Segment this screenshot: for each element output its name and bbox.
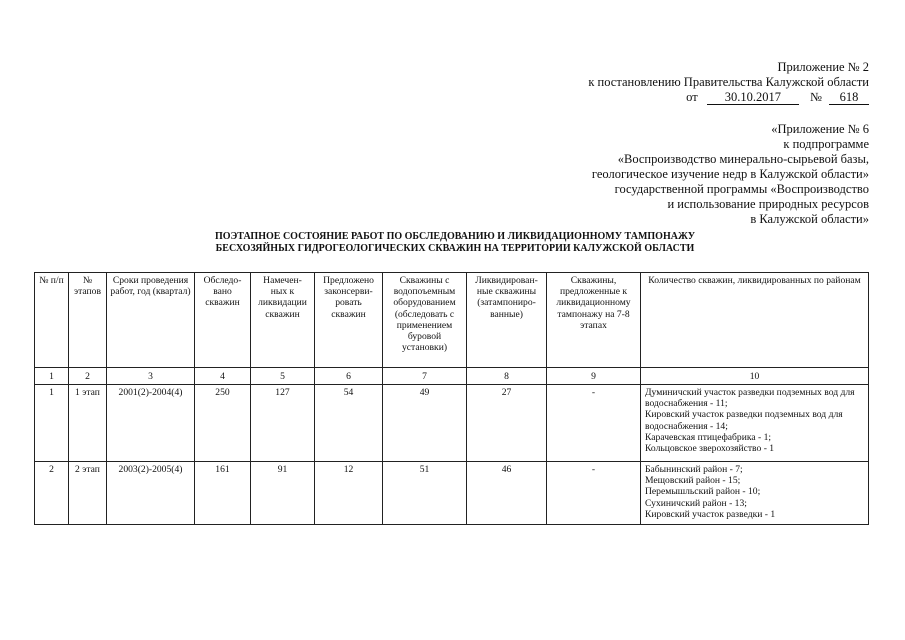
row-number: 1 <box>35 385 69 462</box>
districts-cell <box>641 462 869 525</box>
subprogram-line: «Воспроизводство минерально-сырьевой базы, <box>617 152 869 166</box>
header-cell: Сроки проведения работ, год (квартал) <box>107 273 195 368</box>
subprogram-line: к подпрограмме <box>783 137 869 151</box>
column-number: 1 <box>35 368 69 385</box>
column-number: 5 <box>251 368 315 385</box>
subprogram-line: «Приложение № 6 <box>771 122 869 136</box>
period-cell: 2001(2)-2004(4) <box>107 385 195 462</box>
table-header-row <box>35 273 869 368</box>
district-line: Мещовский район - 15; <box>645 475 741 487</box>
with-equipment-cell: 49 <box>383 385 467 462</box>
header-cell: Скважины с водопоъемным оборудованием (обследовать с применением буровой установки) <box>383 273 467 368</box>
subprogram-line: в Калужской области» <box>750 212 869 226</box>
subprogram-line: геологическое изучение недр в Калужской области» <box>591 167 869 181</box>
with-equipment-cell: 51 <box>383 462 467 525</box>
column-number: 10 <box>641 368 869 385</box>
subprogram-line: и использование природных ресурсов <box>667 197 869 211</box>
header-cell: Скважины, предложенные к ликвидационному тампонажу на 7-8 этапах <box>547 273 641 368</box>
header-cell: Обследо- вано скважин <box>195 273 251 368</box>
header-cell: № п/п <box>35 273 69 368</box>
document-title <box>120 231 790 255</box>
liquidated-cell: 27 <box>467 385 547 462</box>
column-number: 7 <box>383 368 467 385</box>
districts-cell <box>641 385 869 462</box>
district-line: Думиничский участок разведки подземных вод для водоснабжения - 11; <box>645 387 855 410</box>
resolution-date-line <box>588 90 869 105</box>
appendix-header <box>588 60 869 105</box>
header-cell: № этапов <box>69 273 107 368</box>
column-number: 4 <box>195 368 251 385</box>
conserve-cell: 12 <box>315 462 383 525</box>
column-number: 2 <box>69 368 107 385</box>
surveyed-cell: 161 <box>195 462 251 525</box>
district-line: Кировский участок разведки - 1 <box>645 508 776 520</box>
appendix-number: Приложение № 2 <box>777 60 869 74</box>
table-row <box>35 462 869 525</box>
header-cell: Ликвидирован- ные скважины (затампониро- ванные) <box>467 273 547 368</box>
row-number: 2 <box>35 462 69 525</box>
district-line: Кольцовское зверохозяйство - 1 <box>645 443 775 455</box>
district-line: Сухиничский район - 13; <box>645 497 747 509</box>
subprogram-reference <box>592 122 869 227</box>
planned-cell: 91 <box>251 462 315 525</box>
title-line-1: ПОЭТАПНОЕ СОСТОЯНИЕ РАБОТ ПО ОБСЛЕДОВАНИЮ И ЛИКВИДАЦИОННОМУ ТАМПОНАЖУ <box>214 231 696 242</box>
header-cell: Намечен- ных к ликвидации скважин <box>251 273 315 368</box>
planned-cell: 127 <box>251 385 315 462</box>
column-number-row <box>35 368 869 385</box>
period-cell: 2003(2)-2005(4) <box>107 462 195 525</box>
conserve-cell: 54 <box>315 385 383 462</box>
column-number: 9 <box>547 368 641 385</box>
stage-cell: 2 этап <box>69 462 107 525</box>
column-number: 6 <box>315 368 383 385</box>
number-label: № <box>809 90 822 104</box>
wells-status-table <box>34 272 869 525</box>
header-cell: Предложено законсерви- ровать скважин <box>315 273 383 368</box>
header-cell: Количество скважин, ликвидированных по районам <box>641 273 869 368</box>
column-number: 8 <box>467 368 547 385</box>
column-number: 3 <box>107 368 195 385</box>
liquidated-cell: 46 <box>467 462 547 525</box>
resolution-number: 618 <box>829 91 869 105</box>
subprogram-line: государственной программы «Воспроизводство <box>614 182 869 196</box>
resolution-reference: к постановлению Правительства Калужской области <box>588 75 869 89</box>
table-row <box>35 385 869 462</box>
proposed-cell: - <box>547 462 641 525</box>
title-line-2: БЕСХОЗЯЙНЫХ ГИДРОГЕОЛОГИЧЕСКИХ СКВАЖИН НА ТЕРРИТОРИИ КАЛУЖСКОЙ ОБЛАСТИ <box>215 243 695 254</box>
district-line: Бабынинский район - 7; <box>645 464 743 475</box>
district-line: Карачевская птицефабрика - 1; <box>645 431 772 443</box>
district-line: Перемышльский район - 10; <box>645 486 761 498</box>
stage-cell: 1 этап <box>69 385 107 462</box>
from-label: от <box>686 90 698 104</box>
district-line: Кировский участок разведки подземных вод для водоснабжения - 14; <box>645 409 843 432</box>
proposed-cell: - <box>547 385 641 462</box>
resolution-date: 30.10.2017 <box>707 91 799 105</box>
surveyed-cell: 250 <box>195 385 251 462</box>
